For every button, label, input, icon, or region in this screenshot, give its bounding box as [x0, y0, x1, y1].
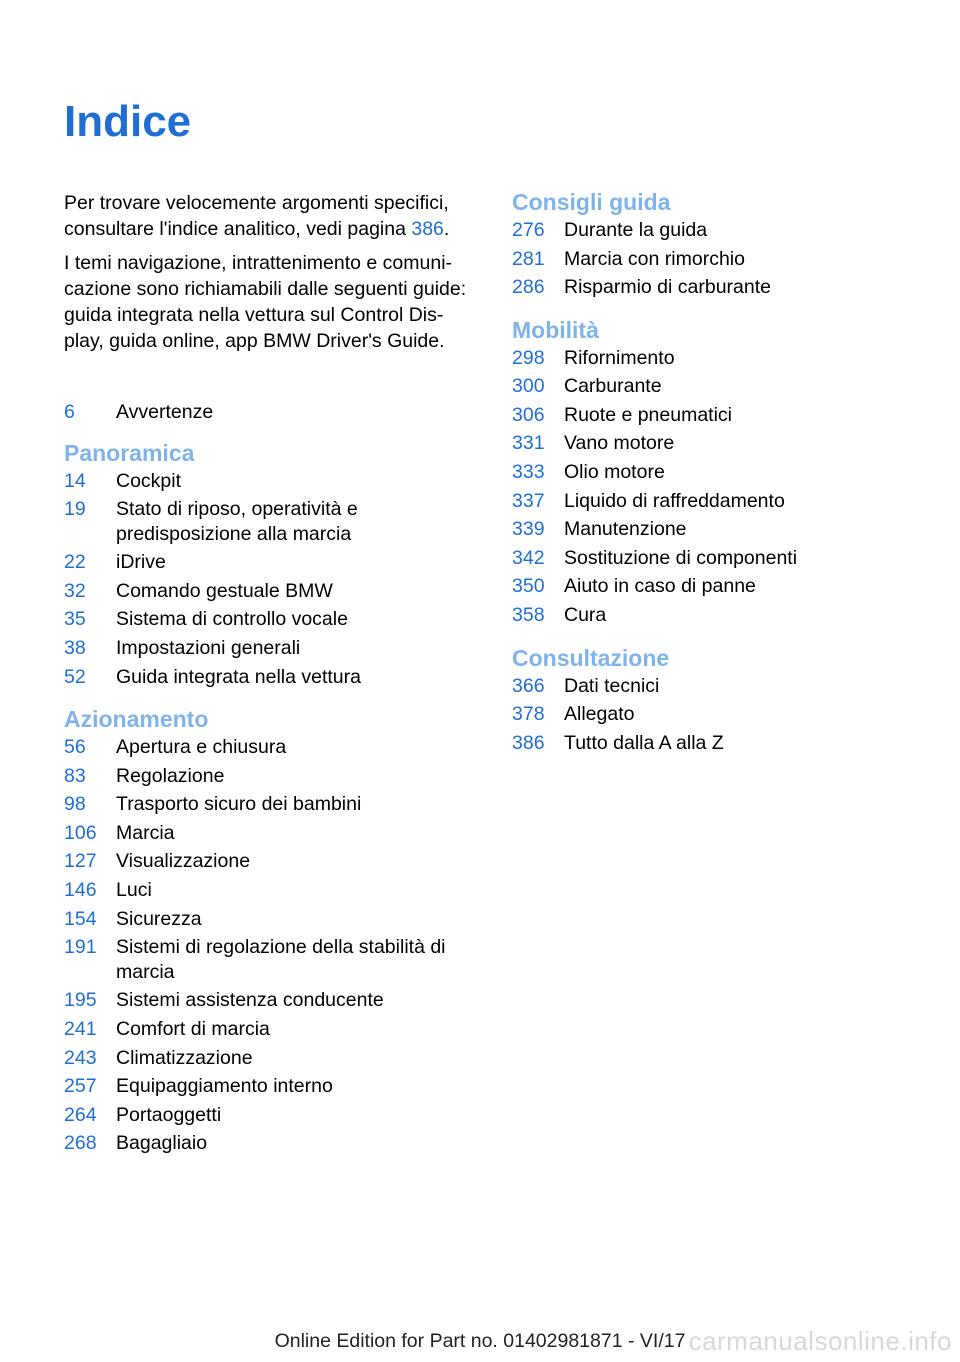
toc-page-number[interactable]: 268: [64, 1132, 97, 1155]
toc-entry[interactable]: [64, 636, 479, 661]
intro-text: [64, 190, 479, 362]
toc-entry-label: Portaoggetti: [116, 1103, 222, 1126]
toc-entry[interactable]: [64, 579, 479, 604]
toc-page-number[interactable]: 331: [512, 432, 545, 455]
toc-page-number[interactable]: 300: [512, 375, 545, 398]
intro-paragraph-1: [64, 190, 479, 242]
toc-page-number[interactable]: 337: [512, 489, 545, 512]
toc-page-number[interactable]: 195: [64, 989, 97, 1012]
toc-entry[interactable]: [64, 878, 479, 903]
toc-page-number[interactable]: 241: [64, 1017, 97, 1040]
toc-page-number[interactable]: 306: [512, 403, 545, 426]
toc-entry[interactable]: [64, 792, 479, 817]
toc-entry-label: Guida integrata nella vettura: [116, 665, 361, 688]
index-page-link[interactable]: 386: [411, 218, 444, 240]
toc-entry[interactable]: [64, 469, 479, 494]
toc-entry-label: Manutenzione: [564, 518, 687, 541]
toc-entry-label: Risparmio di carburante: [564, 276, 772, 299]
toc-page-number[interactable]: 191: [64, 936, 97, 959]
toc-page-number[interactable]: 281: [512, 247, 545, 270]
toc-page-number[interactable]: 298: [512, 346, 545, 369]
toc-entry[interactable]: [64, 988, 479, 1013]
section-title: Azionamento: [64, 706, 209, 733]
toc-entry-label: Marcia: [116, 821, 175, 844]
toc-entry-label: Vano motore: [564, 432, 675, 455]
toc-entry[interactable]: [512, 431, 932, 456]
toc-entry[interactable]: [64, 935, 479, 984]
toc-entry-label: Aiuto in caso di panne: [564, 575, 756, 598]
toc-entry[interactable]: [64, 1074, 479, 1099]
toc-entry[interactable]: [512, 403, 932, 428]
section-title: Consultazione: [512, 644, 670, 671]
toc-entry[interactable]: [64, 764, 479, 789]
toc-section: [64, 439, 479, 690]
toc-entry[interactable]: [64, 735, 479, 760]
toc-entry[interactable]: [512, 489, 932, 514]
toc-page-number[interactable]: 22: [64, 551, 86, 574]
toc-entry[interactable]: [512, 517, 932, 542]
toc-entry[interactable]: [64, 1131, 479, 1156]
toc-entry[interactable]: [512, 603, 932, 628]
toc-entry[interactable]: [64, 550, 479, 575]
toc-entry-label: Comando gestuale BMW: [116, 579, 333, 602]
toc-entry[interactable]: [512, 275, 932, 300]
toc-entry-label: Equipaggiamento interno: [116, 1075, 333, 1098]
toc-page-number[interactable]: 386: [512, 731, 545, 754]
toc-page-number[interactable]: 127: [64, 850, 97, 873]
toc-entry-label: Sistema di controllo vocale: [116, 608, 348, 631]
toc-entry[interactable]: [512, 374, 932, 399]
toc-page-number[interactable]: 6: [64, 401, 75, 423]
toc-entry[interactable]: [64, 821, 479, 846]
toc-left-column: [64, 400, 479, 1160]
toc-entry[interactable]: [64, 400, 479, 425]
toc-page-number[interactable]: 98: [64, 793, 86, 816]
toc-page-number[interactable]: 378: [512, 703, 545, 726]
toc-section: [512, 188, 932, 300]
section-title: Consigli guida: [512, 189, 671, 215]
intro-paragraph-2: I temi navigazione, intrattenimento e comuni-cazione sono richiamabili dalle seguenti guide: guida integrata nella vettura sul Control Dis-play, guida online, app BMW Driver's Guide.: [64, 252, 467, 352]
toc-page-number[interactable]: 358: [512, 604, 545, 627]
toc-entry-label: Impostazioni generali: [116, 636, 301, 659]
toc-entry[interactable]: [512, 346, 932, 371]
toc-entry-label: Stato di riposo, operatività e predisposizione alla marcia: [116, 498, 358, 545]
toc-entry-label: Liquido di raffreddamento: [564, 489, 785, 512]
toc-page-number[interactable]: 19: [64, 498, 86, 521]
toc-entry[interactable]: [64, 1017, 479, 1042]
toc-entry[interactable]: [512, 460, 932, 485]
toc-entry-label: Apertura e chiusura: [116, 736, 287, 759]
toc-entry-label: Sostituzione di componenti: [564, 546, 798, 569]
section-title: Panoramica: [64, 439, 195, 466]
toc-page-number[interactable]: 257: [64, 1075, 97, 1098]
toc-entry[interactable]: [512, 574, 932, 599]
intro-text-before-link: Per trovare velocemente argomenti specifici, consultare l'indice analitico, vedi pagina: [64, 192, 449, 240]
toc-entry[interactable]: [64, 849, 479, 874]
toc-page-number[interactable]: 264: [64, 1103, 97, 1126]
toc-entry-label: Durante la guida: [564, 219, 708, 241]
toc-entry-label: Cura: [564, 604, 607, 627]
toc-entry-label: Visualizzazione: [116, 850, 251, 873]
toc-entry[interactable]: [512, 247, 932, 272]
toc-page-number[interactable]: 350: [512, 575, 545, 598]
toc-page-number[interactable]: 243: [64, 1046, 97, 1069]
toc-entry[interactable]: [64, 1103, 479, 1128]
toc-entry-label: Climatizzazione: [116, 1046, 253, 1069]
toc-page-number[interactable]: 56: [64, 736, 86, 759]
toc-entry[interactable]: [512, 702, 932, 727]
toc-entry-label: Cockpit: [116, 469, 182, 492]
toc-entry-label: Ruote e pneumatici: [564, 403, 733, 426]
toc-page-number[interactable]: 52: [64, 665, 86, 688]
toc-section: [512, 316, 932, 628]
toc-page-number[interactable]: 106: [64, 821, 97, 844]
toc-entry-label: Marcia con rimorchio: [564, 247, 745, 270]
page-title: Indice: [64, 97, 192, 146]
toc-page-number[interactable]: 333: [512, 461, 545, 484]
toc-entry[interactable]: [64, 1046, 479, 1071]
toc-entry-label: Tutto dalla A alla Z: [564, 731, 724, 754]
toc-entry-label: Carburante: [564, 375, 662, 398]
toc-page-number[interactable]: 35: [64, 608, 86, 631]
toc-page-number[interactable]: 146: [64, 879, 97, 902]
toc-entry[interactable]: [64, 497, 479, 546]
toc-entry[interactable]: [512, 674, 932, 699]
toc-section: [64, 705, 479, 1156]
toc-page-number[interactable]: 339: [512, 518, 545, 541]
toc-entry[interactable]: [64, 607, 479, 632]
toc-entry-label: Allegato: [564, 703, 635, 726]
toc-page-number[interactable]: 32: [64, 579, 86, 602]
toc-entry-label: Olio motore: [564, 461, 665, 484]
toc-page-number[interactable]: 38: [64, 636, 86, 659]
toc-entry[interactable]: [512, 546, 932, 571]
toc-page-number[interactable]: 342: [512, 546, 545, 569]
toc-entry-label: Dati tecnici: [564, 674, 660, 697]
toc-page-number[interactable]: 154: [64, 907, 97, 930]
toc-entry-label: Comfort di marcia: [116, 1017, 270, 1040]
toc-entry-label: Sistemi di regolazione della stabilità di marcia: [116, 936, 446, 983]
toc-section: [512, 644, 932, 756]
toc-page-number[interactable]: 276: [512, 219, 545, 241]
toc-entry-label: Sicurezza: [116, 907, 202, 930]
toc-right-column: [512, 188, 932, 759]
toc-entry-label: Regolazione: [116, 764, 225, 787]
toc-entry[interactable]: [512, 218, 932, 243]
toc-page-number[interactable]: 366: [512, 674, 545, 697]
section-title: Mobilità: [512, 316, 599, 343]
toc-entry-label: Bagagliaio: [116, 1132, 208, 1155]
toc-entry[interactable]: [512, 731, 932, 756]
intro-text-after-link: .: [443, 218, 450, 240]
toc-page-number[interactable]: 14: [64, 469, 86, 492]
toc-entry[interactable]: [64, 665, 479, 690]
toc-entry[interactable]: [64, 907, 479, 932]
toc-entry-label: Avvertenze: [116, 401, 214, 423]
toc-entry-label: iDrive: [116, 551, 166, 574]
toc-entry-label: Sistemi assistenza conducente: [116, 989, 384, 1012]
toc-entry-label: Luci: [116, 879, 152, 902]
toc-page-number[interactable]: 83: [64, 764, 86, 787]
watermark: carmanualsonline.info: [688, 1326, 952, 1356]
footer-edition-text: Online Edition for Part no. 01402981871 - VI/17: [274, 1330, 686, 1352]
toc-entry-label: Trasporto sicuro dei bambini: [116, 793, 362, 816]
toc-page-number[interactable]: 286: [512, 276, 545, 299]
toc-entry-label: Rifornimento: [564, 346, 675, 369]
